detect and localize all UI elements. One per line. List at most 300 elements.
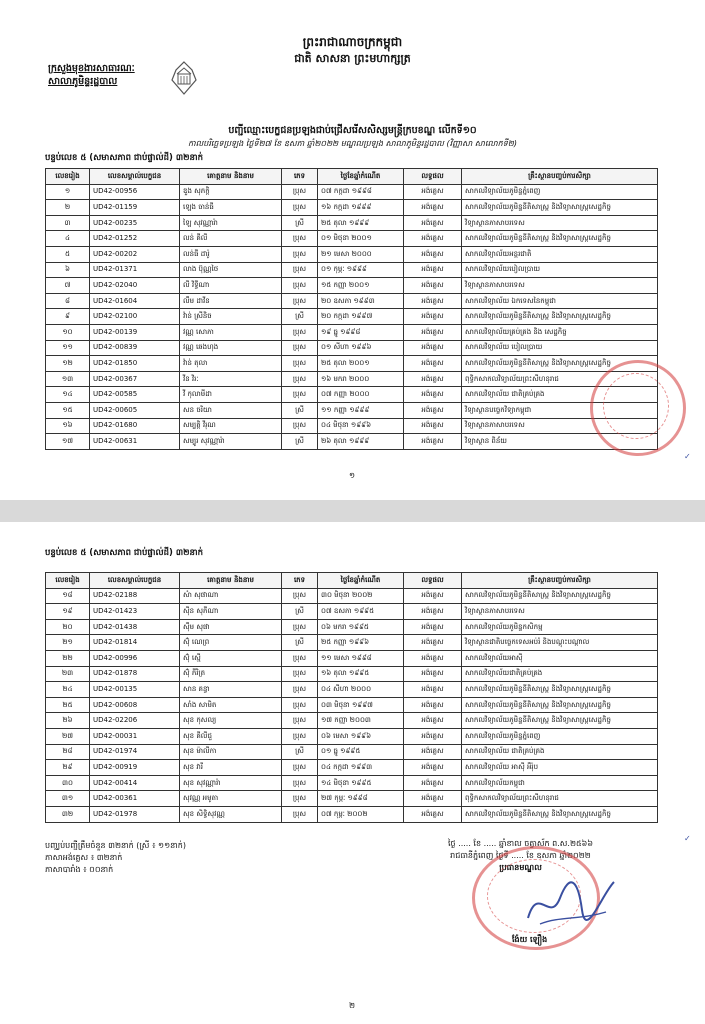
cell-sex: ប្រុស xyxy=(282,713,318,729)
cell-candidate-id: UD42-01604 xyxy=(90,293,180,309)
cell-sex: ប្រុស xyxy=(282,418,318,434)
cell-name: ស៊ុំ ភីរិត្រ xyxy=(180,666,282,682)
cell-name: សាន គន្ធា xyxy=(180,682,282,698)
document-page-1 xyxy=(0,0,705,500)
cell-name: សុខ កុសល្យ xyxy=(180,713,282,729)
cell-candidate-id: UD42-02206 xyxy=(90,713,180,729)
cell-no: ១៩ xyxy=(46,604,90,620)
cell-result: អង់គ្លេស xyxy=(404,340,462,356)
cell-dob: ១៦ មករា ២០០០ xyxy=(318,371,404,387)
header-no: លេខរៀង xyxy=(46,169,90,185)
table-row xyxy=(46,650,658,666)
cell-dob: ១១ មេសា ១៩៩៨ xyxy=(318,650,404,666)
cell-candidate-id: UD42-00585 xyxy=(90,387,180,403)
cell-no: ១២ xyxy=(46,356,90,372)
cell-result: អង់គ្លេស xyxy=(404,184,462,200)
cell-name: វ៉ាន់ តុលា xyxy=(180,356,282,372)
cell-name: សុខ សុវណ្ណារ៉ា xyxy=(180,775,282,791)
cell-candidate-id: UD42-02188 xyxy=(90,588,180,604)
cell-institution: សាកលវិទ្យាល័យ អាស៊ី អឺរ៉ុប xyxy=(462,760,658,776)
cell-dob: ០៦ មករា ១៩៩៥ xyxy=(318,619,404,635)
cell-result: អង់គ្លេស xyxy=(404,293,462,309)
summary-block xyxy=(45,840,186,876)
cell-no: ៦ xyxy=(46,262,90,278)
cell-result: អង់គ្លេស xyxy=(404,635,462,651)
cell-dob: ០៤ សីហា ២០០០ xyxy=(318,682,404,698)
cell-candidate-id: UD42-00139 xyxy=(90,324,180,340)
cell-name: លាង ប៊ុណ្ណថៃ xyxy=(180,262,282,278)
document-page-2 xyxy=(0,522,705,1024)
cell-result: អង់គ្លេស xyxy=(404,371,462,387)
cell-result: អង់គ្លេស xyxy=(404,418,462,434)
cell-candidate-id: UD42-01680 xyxy=(90,418,180,434)
cell-no: ២ xyxy=(46,200,90,216)
cell-dob: ២១ មេសា ២០០០ xyxy=(318,246,404,262)
summary-english: ភាសាអង់គ្លេស ៖ ៣២នាក់ xyxy=(45,853,123,862)
cell-dob: ០១ កុម្ភៈ ១៩៩៩ xyxy=(318,262,404,278)
cell-sex: ប្រុស xyxy=(282,246,318,262)
table-row xyxy=(46,293,658,309)
table-row xyxy=(46,791,658,807)
cell-sex: ប្រុស xyxy=(282,791,318,807)
cell-candidate-id: UD42-00631 xyxy=(90,434,180,450)
cell-no: ១៨ xyxy=(46,588,90,604)
cell-no: ៩ xyxy=(46,309,90,325)
cell-name: លឹម ដាវីន xyxy=(180,293,282,309)
table-row xyxy=(46,356,658,372)
cell-sex: ប្រុស xyxy=(282,806,318,822)
cell-name: សំា សុផាណា xyxy=(180,588,282,604)
cell-name: វ៉ាន់ ស្រីនិច xyxy=(180,309,282,325)
cell-sex: ប្រុស xyxy=(282,184,318,200)
cell-name: វីន វិរៈ xyxy=(180,371,282,387)
table-row xyxy=(46,806,658,822)
institution-block xyxy=(48,62,135,88)
cell-name: ស៊ឹម សុផា xyxy=(180,619,282,635)
ministry-name: ក្រសួងមុខងារសាធារណៈ xyxy=(48,63,135,74)
cell-no: ២៩ xyxy=(46,760,90,776)
cell-result: អង់គ្លេស xyxy=(404,434,462,450)
page-number: ២ xyxy=(349,1001,356,1010)
cell-no: ២៧ xyxy=(46,728,90,744)
cell-candidate-id: UD42-00605 xyxy=(90,402,180,418)
cell-result: អង់គ្លេស xyxy=(404,246,462,262)
cell-dob: ០៤ កក្កដា ១៩៩៣ xyxy=(318,760,404,776)
cell-no: ៨ xyxy=(46,293,90,309)
cell-candidate-id: UD42-00956 xyxy=(90,184,180,200)
header-name: គោត្តនាម និងនាម xyxy=(180,573,282,589)
cell-institution: សាកលវិទ្យាល័យភូមិន្ទនីតិសាស្ត្រ និងវិទ្យាសាស្ត្រសេដ្ឋកិច្ច xyxy=(462,682,658,698)
table-row xyxy=(46,666,658,682)
cell-institution: វិទ្យាស្ថានភាសាបរទេស xyxy=(462,278,658,294)
summary-total: បញ្ឈប់បញ្ជីត្រឹមចំនួន ៣២នាក់ (ស្រី ៖ ១១នាក់) xyxy=(45,841,186,850)
table-row xyxy=(46,184,658,200)
cell-sex: ប្រុស xyxy=(282,293,318,309)
cell-institution: សាកលវិទ្យាល័យភូមិន្ទនីតិសាស្ត្រ និងវិទ្យាសាស្ត្រសេដ្ឋកិច្ច xyxy=(462,356,658,372)
cell-institution: សាកលវិទ្យាល័យភូមិន្ទភ្នំពេញ xyxy=(462,728,658,744)
signer-name: ង៉ែយ ឡឿង xyxy=(512,935,548,944)
cell-name: សម្បូរ សុវណ្ណារ៉ា xyxy=(180,434,282,450)
cell-candidate-id: UD42-00608 xyxy=(90,697,180,713)
cell-result: អង់គ្លេស xyxy=(404,278,462,294)
cell-institution: វិទ្យាស្ថានបច្ចេកវិទ្យាកម្ពុជា xyxy=(462,402,658,418)
cell-sex: ប្រុស xyxy=(282,262,318,278)
cell-result: អង់គ្លេស xyxy=(404,666,462,682)
table-body xyxy=(46,588,658,822)
cell-dob: ២៦ តុលា ១៩៩៩ xyxy=(318,434,404,450)
cell-name: ឡៃ សុវណ្ណារ៉ា xyxy=(180,215,282,231)
cell-sex: ប្រុស xyxy=(282,697,318,713)
header-dob: ថ្ងៃខែឆ្នាំកំណើត xyxy=(318,573,404,589)
cell-result: អង់គ្លេស xyxy=(404,356,462,372)
table-row xyxy=(46,402,658,418)
cell-candidate-id: UD42-01423 xyxy=(90,604,180,620)
cell-institution: សាកលវិទ្យាល័យភូមិន្ទនីតិសាស្ត្រ និងវិទ្យាសាស្ត្រសេដ្ឋកិច្ច xyxy=(462,309,658,325)
cell-sex: ស្រី xyxy=(282,215,318,231)
table-row xyxy=(46,371,658,387)
cell-sex: ប្រុស xyxy=(282,371,318,387)
table-row xyxy=(46,760,658,776)
cell-institution: វិទ្យាស្ថានភាសាបរទេស xyxy=(462,418,658,434)
cell-result: អង់គ្លេស xyxy=(404,604,462,620)
cell-name: វី កុលាមីដា xyxy=(180,387,282,403)
header-candidate-id: លេខសម្គាល់បេក្ខជន xyxy=(90,169,180,185)
cell-dob: ០៤ មិថុនា ១៩៩៦ xyxy=(318,418,404,434)
candidate-table-page-1 xyxy=(45,168,658,450)
cell-candidate-id: UD42-00996 xyxy=(90,650,180,666)
cell-no: ១ xyxy=(46,184,90,200)
cell-result: អង់គ្លេស xyxy=(404,650,462,666)
cell-no: ១៥ xyxy=(46,402,90,418)
cell-institution: វិទ្យាស្ថានភាសាបរទេស xyxy=(462,215,658,231)
cell-institution: ពុទ្ធិកសាកលវិទ្យាល័យព្រះសីហនុរាជ xyxy=(462,791,658,807)
cell-dob: ២០ ឧសភា ១៩៩៣ xyxy=(318,293,404,309)
cell-result: អង់គ្លេស xyxy=(404,682,462,698)
cell-sex: ប្រុស xyxy=(282,231,318,247)
cell-no: ២៤ xyxy=(46,682,90,698)
cell-sex: ប្រុស xyxy=(282,650,318,666)
cell-institution: វិទ្យាស្ថានជាតិបច្ចេកទេសអប់រំ និងបណ្ដុះបណ្ដាល xyxy=(462,635,658,651)
cell-dob: ០៧ កក្កដា ១៩៩៨ xyxy=(318,184,404,200)
cell-sex: ប្រុស xyxy=(282,775,318,791)
school-logo-icon xyxy=(168,60,200,96)
cell-candidate-id: UD42-01974 xyxy=(90,744,180,760)
cell-dob: ០៧ ឧសភា ១៩៩៥ xyxy=(318,604,404,620)
school-name: សាលាភូមិន្ទរដ្ឋបាល xyxy=(48,76,118,87)
table-row xyxy=(46,418,658,434)
cell-no: ២៥ xyxy=(46,697,90,713)
table-row xyxy=(46,619,658,635)
header-result: លទ្ធផល xyxy=(404,169,462,185)
cell-dob: ០៦ មេសា ១៩៩៦ xyxy=(318,728,404,744)
header-no: លេខរៀង xyxy=(46,573,90,589)
cell-name: សុខ គីលីជួ xyxy=(180,728,282,744)
cell-dob: ១៤ មិថុនា ១៩៩៥ xyxy=(318,775,404,791)
cell-name: ស៊ុំ ស្មើ xyxy=(180,650,282,666)
table-row xyxy=(46,200,658,216)
cell-no: ២៣ xyxy=(46,666,90,682)
cell-institution: សាកលវិទ្យាល័យបៀលប្រាយ xyxy=(462,262,658,278)
cell-candidate-id: UD42-00031 xyxy=(90,728,180,744)
cell-name: វណ្ណ សោភា xyxy=(180,324,282,340)
cell-dob: ១៩ ធ្នូ ១៩៩៨ xyxy=(318,324,404,340)
cell-result: អង់គ្លេស xyxy=(404,402,462,418)
lunar-date: ថ្ងៃ ..... ខែ ..... ឆ្នាំខាល ចត្វាស័ក ព.ស.២៥៦៦ xyxy=(448,839,593,848)
cell-name: សន ចរិយា xyxy=(180,402,282,418)
cell-no: ៣១ xyxy=(46,791,90,807)
cell-result: អង់គ្លេស xyxy=(404,728,462,744)
cell-sex: ស្រី xyxy=(282,434,318,450)
cell-no: ១៧ xyxy=(46,434,90,450)
cell-name: លន់ គីលី xyxy=(180,231,282,247)
table-row xyxy=(46,262,658,278)
cell-candidate-id: UD42-00235 xyxy=(90,215,180,231)
initials-mark: ✓ xyxy=(684,452,691,461)
cell-result: អង់គ្លេស xyxy=(404,697,462,713)
header-sex: ភេទ xyxy=(282,573,318,589)
cell-institution: សាកលវិទ្យាល័យភូមិន្ទភ្នំពេញ xyxy=(462,184,658,200)
cell-no: ៧ xyxy=(46,278,90,294)
kingdom-heading: ព្រះរាជាណាចក្រកម្ពុជា xyxy=(302,35,403,49)
cell-no: ២៦ xyxy=(46,713,90,729)
cell-result: អង់គ្លេស xyxy=(404,791,462,807)
cell-result: អង់គ្លេស xyxy=(404,231,462,247)
section-label: បន្ទប់លេខ ៥ (សមាសភាព ជាប់ផ្ទាល់ដី) ៣២នាក់ xyxy=(45,153,204,163)
cell-result: អង់គ្លេស xyxy=(404,262,462,278)
cell-no: ៣២ xyxy=(46,806,90,822)
cell-sex: ប្រុស xyxy=(282,324,318,340)
cell-sex: ប្រុស xyxy=(282,760,318,776)
table-row xyxy=(46,434,658,450)
cell-candidate-id: UD42-01252 xyxy=(90,231,180,247)
cell-candidate-id: UD42-02100 xyxy=(90,309,180,325)
cell-dob: ២៧ កុម្ភៈ ១៩៩៨ xyxy=(318,791,404,807)
cell-dob: ១៥ កញ្ញា ២០០១ xyxy=(318,278,404,294)
cell-no: ៥ xyxy=(46,246,90,262)
cell-candidate-id: UD42-02040 xyxy=(90,278,180,294)
cell-dob: ២០ កក្កដា ១៩៩៧ xyxy=(318,309,404,325)
national-motto: ជាតិ សាសនា ព្រះមហាក្សត្រ xyxy=(294,52,411,65)
header-name: គោត្តនាម និងនាម xyxy=(180,169,282,185)
cell-name: សុខ សិទ្ធិសុវណ្ណ xyxy=(180,806,282,822)
signature-icon xyxy=(520,874,620,930)
cell-sex: ប្រុស xyxy=(282,666,318,682)
page-number: ១ xyxy=(349,471,356,480)
table-row xyxy=(46,635,658,651)
cell-name: លន់ធី ដារ៉ូ xyxy=(180,246,282,262)
cell-dob: ១៦ កក្កដា ១៩៩៩ xyxy=(318,200,404,216)
cell-candidate-id: UD42-00919 xyxy=(90,760,180,776)
cell-institution: ពុទ្ធិកសាកលវិទ្យាល័យព្រះសីហនុរាជ xyxy=(462,371,658,387)
cell-sex: ស្រី xyxy=(282,402,318,418)
cell-dob: ០១ ធ្នូ ១៩៩៥ xyxy=(318,744,404,760)
table-header-row xyxy=(46,169,658,185)
document-title: បញ្ជីឈ្មោះបេក្ខជនប្រឡងជាប់ជ្រើសរើសសិស្សមន្ត្រីក្របខណ្ឌ លើកទី១០ xyxy=(228,125,477,136)
cell-institution: សាកលវិទ្យាល័យអាស៊ី xyxy=(462,650,658,666)
cell-institution: សាកលវិទ្យាល័យអន្តរជាតិ xyxy=(462,246,658,262)
cell-sex: ប្រុស xyxy=(282,588,318,604)
cell-dob: ០១ មិថុនា ២០០១ xyxy=(318,231,404,247)
cell-sex: ប្រុស xyxy=(282,682,318,698)
cell-dob: ២៥ កញ្ញា ១៩៩៦ xyxy=(318,635,404,651)
cell-result: អង់គ្លេស xyxy=(404,760,462,776)
cell-name: សុខ ម៉ាលីកា xyxy=(180,744,282,760)
cell-no: ២១ xyxy=(46,635,90,651)
cell-dob: ១៦ តុលា ១៩៩៥ xyxy=(318,666,404,682)
cell-institution: សាកលវិទ្យាល័យភូមិន្ទកសិកម្ម xyxy=(462,619,658,635)
candidate-table-page-2 xyxy=(45,572,658,823)
table-row xyxy=(46,340,658,356)
signer-role: ប្រធានមណ្ឌល xyxy=(499,863,542,872)
cell-institution: សាកលវិទ្យាល័យភូមិន្ទនីតិសាស្ត្រ និងវិទ្យាសាស្ត្រសេដ្ឋកិច្ច xyxy=(462,697,658,713)
cell-no: ៤ xyxy=(46,231,90,247)
cell-dob: ៣០ មិថុនា ២០០២ xyxy=(318,588,404,604)
cell-institution: សាកលវិទ្យាល័យភូមិន្ទនីតិសាស្ត្រ និងវិទ្យាសាស្ត្រសេដ្ឋកិច្ច xyxy=(462,806,658,822)
cell-candidate-id: UD42-01371 xyxy=(90,262,180,278)
header-result: លទ្ធផល xyxy=(404,573,462,589)
cell-sex: ស្រី xyxy=(282,635,318,651)
cell-name: សុខ វារី xyxy=(180,760,282,776)
cell-no: ២២ xyxy=(46,650,90,666)
table-body xyxy=(46,184,658,449)
header-institution: គ្រឹះស្ថានបញ្ចប់ការសិក្សា xyxy=(462,169,658,185)
cell-no: ២៨ xyxy=(46,744,90,760)
cell-name: លី វិទ្ធីណា xyxy=(180,278,282,294)
cell-institution: សាកលវិទ្យាល័យភូមិន្ទនីតិសាស្ត្រ និងវិទ្យាសាស្ត្រសេដ្ឋកិច្ច xyxy=(462,231,658,247)
cell-institution: សាកលវិទ្យាល័យភូមិន្ទនីតិសាស្ត្រ និងវិទ្យាសាស្ត្រសេដ្ឋកិច្ច xyxy=(462,588,658,604)
cell-institution: វិទ្យាស្ថាន ពិន័យ xyxy=(462,434,658,450)
cell-no: ១០ xyxy=(46,324,90,340)
cell-result: អង់គ្លេស xyxy=(404,324,462,340)
cell-institution: សាកលវិទ្យាល័យភូមិន្ទនីតិសាស្ត្រ និងវិទ្យាសាស្ត្រសេដ្ឋកិច្ច xyxy=(462,713,658,729)
cell-candidate-id: UD42-01159 xyxy=(90,200,180,216)
cell-name: ស៊ុំ ណេព្រ xyxy=(180,635,282,651)
header-institution: គ្រឹះស្ថានបញ្ចប់ការសិក្សា xyxy=(462,573,658,589)
cell-candidate-id: UD42-00135 xyxy=(90,682,180,698)
cell-no: ២០ xyxy=(46,619,90,635)
cell-candidate-id: UD42-01850 xyxy=(90,356,180,372)
cell-result: អង់គ្លេស xyxy=(404,309,462,325)
official-stamp xyxy=(590,360,686,456)
table-row xyxy=(46,682,658,698)
table-row xyxy=(46,215,658,231)
cell-sex: ប្រុស xyxy=(282,728,318,744)
table-header-row xyxy=(46,573,658,589)
cell-name: ស៊ីន សុភីណា xyxy=(180,604,282,620)
cell-dob: ០១ សីហា ១៩៩៦ xyxy=(318,340,404,356)
cell-sex: ប្រុស xyxy=(282,278,318,294)
cell-institution: សាកលវិទ្យាល័យ ឯកទេសនៃកម្ពុជា xyxy=(462,293,658,309)
cell-no: ១៣ xyxy=(46,371,90,387)
cell-result: អង់គ្លេស xyxy=(404,387,462,403)
cell-institution: សាកលវិទ្យាល័យជាតិគ្រប់គ្រង xyxy=(462,666,658,682)
cell-sex: ប្រុស xyxy=(282,340,318,356)
cell-sex: ប្រុស xyxy=(282,356,318,372)
cell-institution: សាកលវិទ្យាល័យ បៀលប្រាយ xyxy=(462,340,658,356)
cell-institution: សាកលវិទ្យាល័យ ជាតិគ្រប់គ្រង xyxy=(462,744,658,760)
cell-candidate-id: UD42-01978 xyxy=(90,806,180,822)
cell-dob: ០៣ មិថុនា ១៩៩៧ xyxy=(318,697,404,713)
cell-name: សាំង សាមិត xyxy=(180,697,282,713)
cell-institution: សាកលវិទ្យាល័យគ្រប់គ្រង និង សេដ្ឋកិច្ច xyxy=(462,324,658,340)
cell-sex: ស្រី xyxy=(282,744,318,760)
summary-french: ភាសាបារាំង ៖ ០០នាក់ xyxy=(45,865,114,874)
cell-sex: ស្រី xyxy=(282,309,318,325)
table-row xyxy=(46,387,658,403)
cell-no: ១៤ xyxy=(46,387,90,403)
cell-candidate-id: UD42-00367 xyxy=(90,371,180,387)
table-row xyxy=(46,604,658,620)
cell-institution: សាកលវិទ្យាល័យភូមិន្ទនីតិសាស្ត្រ និងវិទ្យាសាស្ត្រសេដ្ឋកិច្ច xyxy=(462,200,658,216)
cell-candidate-id: UD42-00361 xyxy=(90,791,180,807)
cell-result: អង់គ្លេស xyxy=(404,775,462,791)
cell-dob: ០៧ កុម្ភៈ ២០០២ xyxy=(318,806,404,822)
cell-name: សុវណ្ណ អមូតា xyxy=(180,791,282,807)
cell-institution: វិទ្យាស្ថានភាសាបរទេស xyxy=(462,604,658,620)
cell-sex: ប្រុស xyxy=(282,200,318,216)
cell-name: វណ្ណ ឆេងហុង xyxy=(180,340,282,356)
cell-result: អង់គ្លេស xyxy=(404,713,462,729)
cell-institution: សាកលវិទ្យាល័យកម្ពុជា xyxy=(462,775,658,791)
initials-mark: ✓ xyxy=(684,834,691,843)
table-row xyxy=(46,744,658,760)
cell-candidate-id: UD42-01438 xyxy=(90,619,180,635)
header-candidate-id: លេខសម្គាល់បេក្ខជន xyxy=(90,573,180,589)
table-row xyxy=(46,588,658,604)
header-sex: ភេទ xyxy=(282,169,318,185)
cell-result: អង់គ្លេស xyxy=(404,215,462,231)
table-row xyxy=(46,231,658,247)
table-row xyxy=(46,324,658,340)
table-row xyxy=(46,713,658,729)
cell-institution: សាកលវិទ្យាល័យ ជាតិគ្រប់គ្រង xyxy=(462,387,658,403)
cell-candidate-id: UD42-00202 xyxy=(90,246,180,262)
cell-name: សម្បត្តិ វីរុណ xyxy=(180,418,282,434)
header-dob: ថ្ងៃខែឆ្នាំកំណើត xyxy=(318,169,404,185)
cell-result: អង់គ្លេស xyxy=(404,806,462,822)
table-row xyxy=(46,775,658,791)
cell-candidate-id: UD42-00839 xyxy=(90,340,180,356)
cell-no: ៣០ xyxy=(46,775,90,791)
cell-candidate-id: UD42-00414 xyxy=(90,775,180,791)
cell-sex: ប្រុស xyxy=(282,619,318,635)
cell-result: អង់គ្លេស xyxy=(404,588,462,604)
cell-dob: ១១ កញ្ញា ១៩៩៩ xyxy=(318,402,404,418)
table-row xyxy=(46,309,658,325)
cell-name: ឌួង សុភក្តិ xyxy=(180,184,282,200)
cell-dob: ០៧ កញ្ញា ២០០០ xyxy=(318,387,404,403)
document-subtitle: កាលបរិច្ឆេទប្រឡង ថ្ងៃទី២៧ ខែ ឧសភា ឆ្នាំ២០២២ មណ្ឌលប្រឡង សាលាភូមិន្ទរដ្ឋបាល (វិញ្ញាសា សាលោកទី២) xyxy=(188,139,517,148)
cell-no: ១១ xyxy=(46,340,90,356)
cell-no: ៣ xyxy=(46,215,90,231)
table-row xyxy=(46,728,658,744)
cell-result: អង់គ្លេស xyxy=(404,744,462,760)
cell-name: ឡេង ចាន់ធី xyxy=(180,200,282,216)
cell-sex: ប្រុស xyxy=(282,387,318,403)
place-date: រាជធានីភ្នំពេញ ថ្ងៃទី ..... ខែ ឧសភា ឆ្នាំ២០២២ xyxy=(450,851,591,860)
cell-no: ១៦ xyxy=(46,418,90,434)
cell-dob: ១៧ កញ្ញា ២០០៣ xyxy=(318,713,404,729)
table-row xyxy=(46,246,658,262)
table-row xyxy=(46,278,658,294)
cell-candidate-id: UD42-01814 xyxy=(90,635,180,651)
cell-dob: ២៥ តុលា ១៩៩៩ xyxy=(318,215,404,231)
cell-dob: ២៥ តុលា ២០០១ xyxy=(318,356,404,372)
cell-sex: ស្រី xyxy=(282,604,318,620)
section-label: បន្ទប់លេខ ៥ (សមាសភាព ជាប់ផ្ទាល់ដី) ៣២នាក់ xyxy=(45,548,204,558)
cell-result: អង់គ្លេស xyxy=(404,619,462,635)
table-row xyxy=(46,697,658,713)
